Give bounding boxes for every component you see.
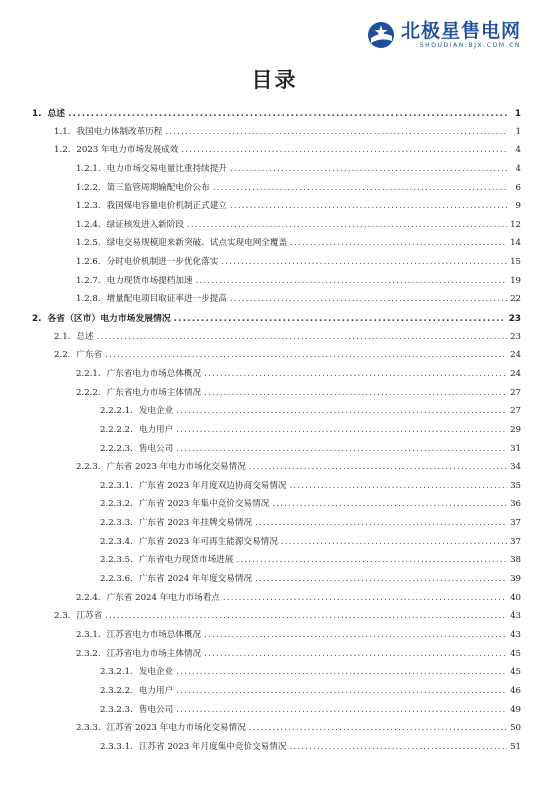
toc-entry-page: 35 [510, 480, 521, 491]
toc-leader-dots [236, 555, 507, 565]
toc-entry-title: 售电公司 [138, 443, 174, 454]
toc-entry-page: 23 [508, 314, 521, 325]
toc-entry[interactable] [32, 348, 521, 367]
toc-entry-title: 发电企业 [138, 406, 174, 417]
toc-entry-title: 发电企业 [138, 667, 174, 678]
brand-url: SHOUDIAN.BJX.COM.CN [419, 42, 521, 49]
toc-entry-title: 我国电力体制改革历程 [76, 126, 163, 137]
toc-leader-dots [230, 294, 507, 304]
toc-entry-page: 43 [510, 611, 521, 622]
toc-entry[interactable] [32, 404, 521, 423]
toc-entry[interactable] [32, 162, 521, 181]
toc-leader-dots [176, 444, 507, 454]
toc-entry-number: 2.3.2. [76, 648, 101, 659]
toc-entry-number: 1.2.2. [76, 182, 101, 193]
toc-leader-dots [281, 537, 507, 547]
toc-entry-page: 38 [510, 555, 521, 566]
toc-entry-number: 2.3.1. [76, 629, 101, 640]
toc-entry[interactable] [32, 292, 521, 311]
toc-entry-title: 电力用户 [138, 685, 174, 696]
toc-entry-number: 2.2.3. [76, 462, 101, 473]
toc-leader-dots [249, 462, 507, 472]
toc-entry[interactable] [32, 236, 521, 255]
toc-entry-number: 2.3. [54, 611, 71, 622]
toc-entry-title: 江苏省电力市场总体概况 [106, 629, 202, 640]
toc-entry-number: 2.2.3.3. [100, 518, 133, 529]
toc-entry-title: 广东省电力市场总体概况 [106, 368, 202, 379]
toc-entry-number: 2.2.3.5. [100, 555, 133, 566]
toc-entry-title: 广东省 2024 年年度交易情况 [138, 574, 253, 585]
toc-entry-page: 39 [510, 574, 521, 585]
toc-entry-page: 45 [510, 648, 521, 659]
toc-leader-dots [255, 574, 507, 584]
toc-entry-number: 1.2.8. [76, 294, 101, 305]
toc-entry-number: 2.2.2.2. [100, 424, 133, 435]
toc-leader-dots [223, 593, 507, 603]
toc-entry-number: 1.1. [54, 126, 71, 137]
toc-entry-title: 广东省 [76, 350, 103, 361]
toc-entry[interactable] [32, 255, 521, 274]
toc-entry[interactable] [32, 535, 521, 554]
toc-leader-dots [289, 742, 507, 752]
toc-entry-page: 51 [510, 741, 521, 752]
toc-leader-dots [187, 220, 507, 230]
toc-entry[interactable] [32, 740, 521, 759]
toc-entry-title: 江苏省 2023 年月度集中竞价交易情况 [138, 741, 287, 752]
toc-leader-dots [176, 705, 507, 715]
toc-entry-title: 增量配电项目取证率进一步提高 [106, 294, 227, 305]
toc-entry-page: 19 [510, 275, 521, 286]
toc-entry-title: 第三监管周期输配电价公布 [106, 182, 210, 193]
toc-leader-dots [204, 369, 507, 379]
toc-entry-number: 1.2.1. [76, 163, 101, 174]
toc-entry[interactable] [32, 330, 521, 349]
toc-entry[interactable] [32, 125, 521, 144]
toc-entry-number: 1.2. [54, 145, 71, 156]
toc-entry-number: 2.3.2.3. [100, 704, 133, 715]
toc-entry[interactable] [32, 274, 521, 293]
toc-entry-title: 江苏省电力市场主体情况 [106, 648, 202, 659]
toc-entry-number: 2.2.1. [76, 368, 101, 379]
toc-entry-page: 43 [510, 629, 521, 640]
toc-entry-page: 45 [510, 667, 521, 678]
toc-entry-page: 27 [510, 387, 521, 398]
toc-entry[interactable] [32, 367, 521, 386]
toc-entry[interactable] [32, 106, 521, 125]
toc-leader-dots [176, 425, 507, 435]
toc-entry-title: 绿电交易规模迎来新突破、试点实现电网全覆盖 [106, 238, 288, 249]
brand-name: 北极星售电网 [400, 20, 521, 42]
toc-entry-number: 1.2.6. [76, 257, 101, 268]
toc-entry-number: 2.2.3.6. [100, 574, 133, 585]
toc-entry[interactable] [32, 423, 521, 442]
toc-entry-title: 我国煤电容量电价机制正式建立 [106, 201, 227, 212]
toc-entry-number: 1.2.4. [76, 219, 101, 230]
toc-leader-dots [97, 332, 507, 342]
toc-leader-dots [176, 406, 507, 416]
toc-entry-title: 江苏省 [76, 611, 103, 622]
toc-leader-dots [181, 145, 508, 155]
toc-entry-number: 1.2.7. [76, 275, 101, 286]
toc-leader-dots [204, 388, 507, 398]
toc-leader-dots [272, 499, 507, 509]
toc-entry-title: 广东省 2023 年可再生能源交易情况 [138, 536, 278, 547]
toc-entry-number: 1.2.5. [76, 238, 101, 249]
toc-entry-page: 31 [510, 443, 521, 454]
toc-entry-number: 2.1. [54, 331, 71, 342]
toc-entry[interactable] [32, 553, 521, 572]
toc-leader-dots [255, 518, 507, 528]
toc-entry-title: 广东省电力市场主体情况 [106, 387, 202, 398]
toc-entry[interactable] [32, 665, 521, 684]
toc-entry-number: 1.2.3. [76, 201, 101, 212]
toc-entry[interactable] [32, 628, 521, 647]
toc-leader-dots [105, 611, 507, 621]
toc-entry[interactable] [32, 386, 521, 405]
toc-leader-dots [165, 127, 508, 137]
toc-entry-title: 广东省 2023 年挂牌交易情况 [138, 518, 253, 529]
toc-entry-page: 14 [510, 238, 521, 249]
toc-leader-dots [174, 314, 506, 324]
table-of-contents [32, 106, 521, 758]
toc-entry[interactable] [32, 572, 521, 591]
toc-leader-dots [230, 201, 508, 211]
toc-entry-title: 2023 年电力市场发展成效 [76, 145, 179, 156]
toc-entry-title: 江苏省 2023 年电力市场化交易情况 [106, 723, 246, 734]
toc-entry[interactable] [32, 516, 521, 535]
toc-leader-dots [196, 276, 508, 286]
toc-entry-page: 37 [510, 518, 521, 529]
toc-entry-page: 29 [510, 424, 521, 435]
toc-entry-page: 34 [510, 462, 521, 473]
toc-entry-page: 27 [510, 406, 521, 417]
toc-entry-page: 40 [510, 592, 521, 603]
toc-entry-number: 1. [32, 109, 42, 119]
toc-leader-dots [249, 723, 507, 733]
toc-entry[interactable] [32, 647, 521, 666]
toc-entry-page: 15 [510, 257, 521, 268]
toc-entry-page: 24 [510, 350, 521, 361]
toc-leader-dots [176, 686, 507, 696]
toc-entry-page: 36 [510, 499, 521, 510]
toc-entry-number: 2.2.3.2. [100, 499, 133, 510]
toc-entry-title: 电力现货市场提档加速 [106, 275, 193, 286]
toc-entry-title: 电力用户 [138, 424, 174, 435]
toc-entry-page: 4 [515, 163, 521, 174]
toc-leader-dots [176, 667, 507, 677]
toc-entry-page: 12 [510, 219, 521, 230]
toc-leader-dots [105, 350, 507, 360]
toc-entry-page: 24 [510, 368, 521, 379]
toc-leader-dots [213, 183, 508, 193]
toc-entry-number: 2.2.3.1. [100, 480, 133, 491]
toc-entry-number: 2.2.2.3. [100, 443, 133, 454]
toc-entry-number: 2.2.2. [76, 387, 101, 398]
toc-leader-dots [68, 109, 508, 119]
toc-entry-page: 9 [515, 201, 521, 212]
toc-entry[interactable] [32, 703, 521, 722]
toc-entry-title: 广东省电力现货市场进展 [138, 555, 234, 566]
toc-entry-title: 各省（区市）电力市场发展情况 [47, 314, 171, 325]
toc-entry-number: 2.2.2.1. [100, 406, 133, 417]
toc-entry-page: 4 [515, 145, 521, 156]
toc-entry[interactable] [32, 199, 521, 218]
toc-entry[interactable] [32, 479, 521, 498]
toc-leader-dots [289, 481, 507, 491]
toc-entry[interactable] [32, 591, 521, 610]
toc-leader-dots [230, 164, 508, 174]
toc-leader-dots [290, 238, 507, 248]
toc-entry[interactable] [32, 460, 521, 479]
polar-star-logo-icon [367, 21, 395, 49]
toc-entry-title: 广东省 2023 年月度双边协商交易情况 [138, 480, 287, 491]
toc-entry-number: 2.2.4. [76, 592, 101, 603]
toc-entry-title: 广东省 2023 年集中竞价交易情况 [138, 499, 270, 510]
toc-entry-page: 49 [510, 704, 521, 715]
toc-entry-title: 分时电价机制进一步优化落实 [106, 257, 219, 268]
toc-entry-title: 总述 [76, 331, 94, 342]
toc-entry-page: 6 [515, 182, 521, 193]
toc-entry-number: 2.2. [54, 350, 71, 361]
toc-entry-page: 1 [514, 109, 521, 119]
toc-entry[interactable] [32, 721, 521, 740]
toc-entry-number: 2.3.2.2. [100, 685, 133, 696]
toc-entry[interactable] [32, 684, 521, 703]
page-title: 目录 [251, 68, 298, 92]
toc-entry-number: 2.3.3.1. [100, 741, 133, 752]
toc-leader-dots [204, 630, 507, 640]
toc-entry-page: 23 [510, 331, 521, 342]
toc-entry[interactable] [32, 218, 521, 237]
toc-entry-page: 1 [515, 126, 521, 137]
brand-logo [367, 20, 521, 50]
toc-entry-number: 2.2.3.4. [100, 536, 133, 547]
toc-entry-number: 2.3.2.1. [100, 667, 133, 678]
toc-entry-title: 总述 [47, 109, 66, 119]
toc-entry[interactable] [32, 497, 521, 516]
toc-entry-title: 绿证核发进入新阶段 [106, 219, 184, 230]
toc-leader-dots [204, 649, 507, 659]
toc-entry[interactable] [32, 143, 521, 162]
toc-entry-title: 广东省 2023 年电力市场化交易情况 [106, 462, 246, 473]
toc-entry[interactable] [32, 442, 521, 461]
toc-entry-title: 广东省 2024 年电力市场看点 [106, 592, 220, 603]
toc-entry[interactable] [32, 181, 521, 200]
toc-entry-number: 2.3.3. [76, 723, 101, 734]
toc-entry[interactable] [32, 311, 521, 330]
toc-entry-page: 50 [510, 723, 521, 734]
toc-entry[interactable] [32, 609, 521, 628]
toc-leader-dots [221, 257, 507, 267]
toc-entry-page: 46 [510, 685, 521, 696]
toc-entry-number: 2. [32, 314, 42, 325]
toc-entry-page: 37 [510, 536, 521, 547]
toc-entry-page: 22 [510, 294, 521, 305]
toc-entry-title: 电力市场交易电量比重持续提升 [106, 163, 227, 174]
toc-entry-title: 售电公司 [138, 704, 174, 715]
